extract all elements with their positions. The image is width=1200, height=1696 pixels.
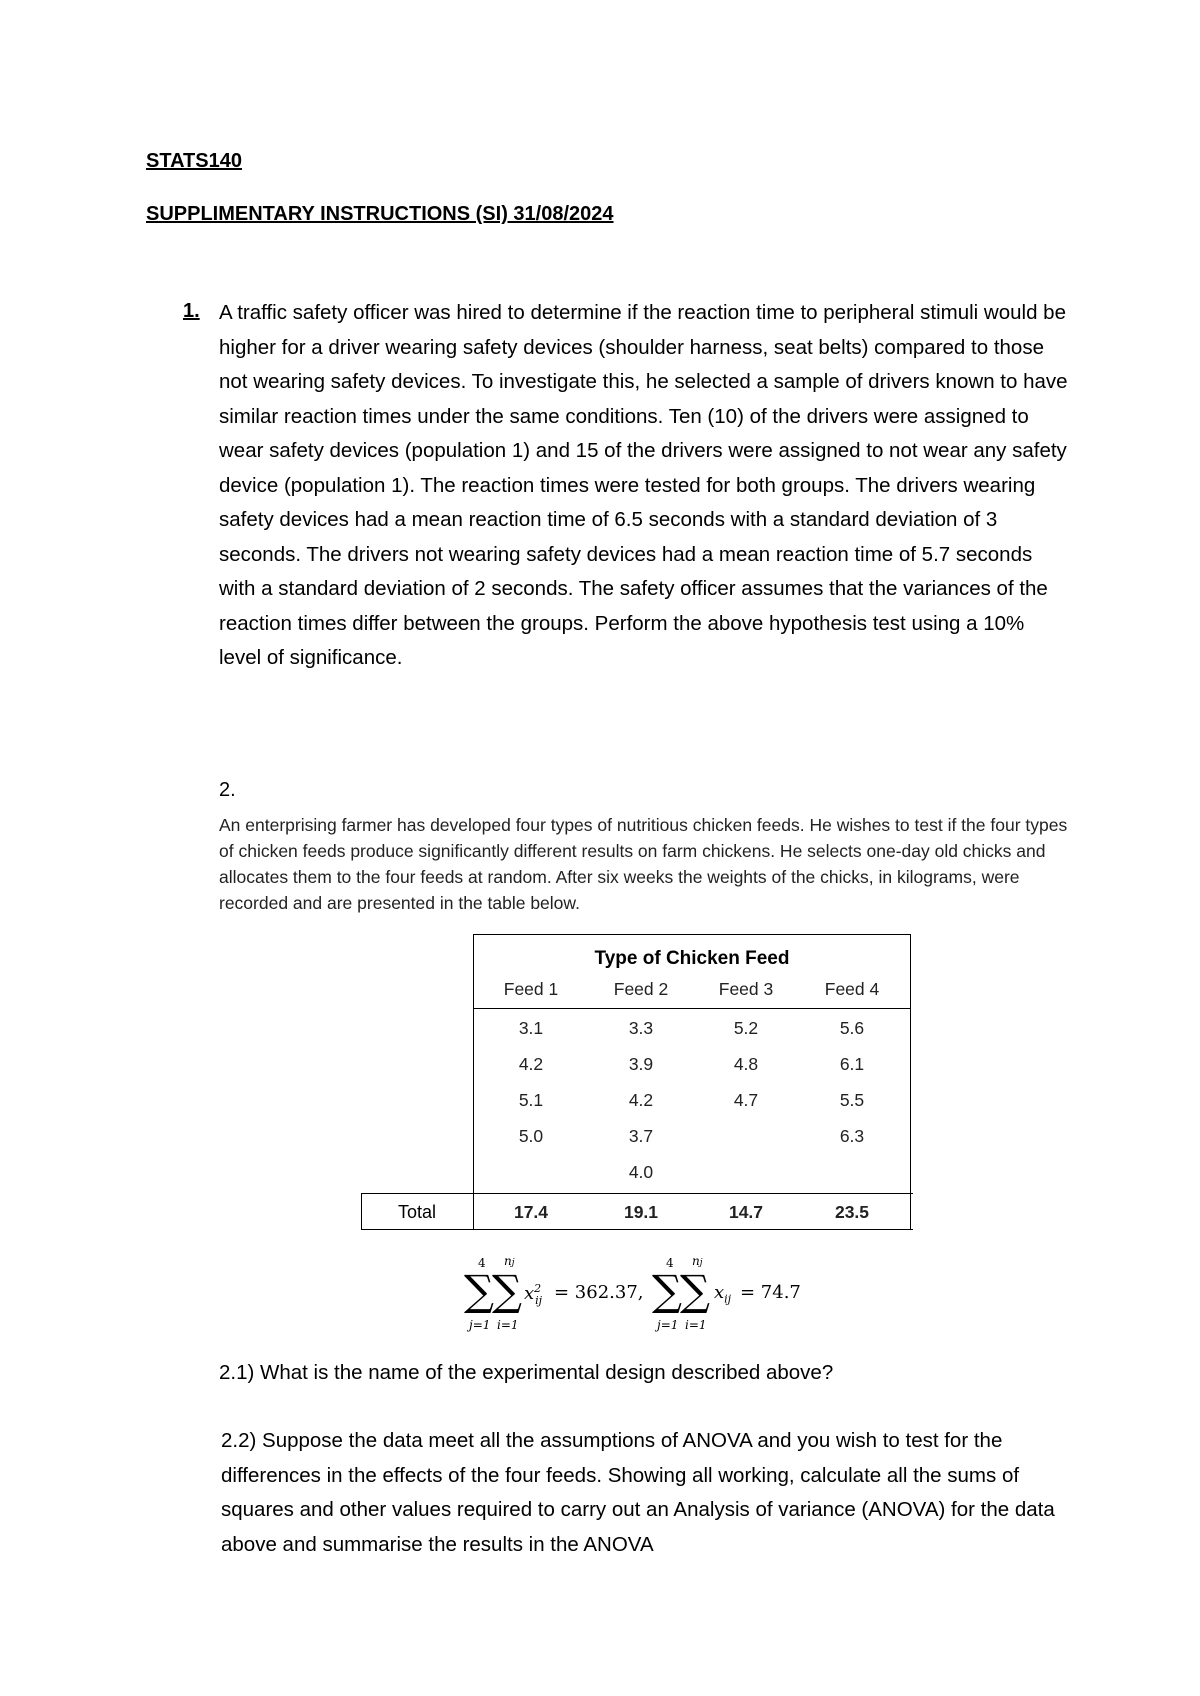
table-cell: 3.9 xyxy=(628,1054,654,1074)
sum-upper-inner-letter: n xyxy=(504,1254,512,1268)
table-cell: 5.5 xyxy=(839,1090,865,1110)
table-cell: 3.3 xyxy=(628,1018,654,1038)
sum2-upper-inner-subscript: j xyxy=(699,1258,703,1268)
sum-of-squares-value: = 362.37, xyxy=(554,1282,644,1303)
sigma-inner: ∑ xyxy=(492,1266,522,1315)
x-squared-term: $x^2_{ij}$ xyxy=(524,1282,543,1307)
question-2-1-text: 2.1) What is the name of the experimental design described above? xyxy=(219,1361,834,1384)
table-cell: 5.0 xyxy=(518,1126,544,1146)
table-cell: 3.1 xyxy=(518,1018,544,1038)
grand-total-value: = 74.7 xyxy=(740,1282,801,1303)
sum2-lower-outer: j=1 xyxy=(657,1318,679,1332)
sum-lower-inner: i=1 xyxy=(497,1318,519,1332)
sigma-outer: ∑ xyxy=(464,1266,494,1315)
table-total-feed-2: 19.1 xyxy=(623,1202,659,1222)
sigma2-outer: ∑ xyxy=(652,1266,682,1315)
table-cell: 5.1 xyxy=(518,1090,544,1110)
sum-upper-inner-subscript: j xyxy=(511,1258,515,1268)
table-header-feed-2: Feed 2 xyxy=(613,979,669,999)
table-title: Type of Chicken Feed xyxy=(594,948,790,969)
table-cell: 4.2 xyxy=(628,1090,654,1110)
table-cell: 3.7 xyxy=(628,1126,654,1146)
session-heading: SUPPLIMENTARY INSTRUCTIONS (SI) 31/08/2024 xyxy=(146,203,614,225)
question-1-number: 1. xyxy=(183,300,200,322)
sum2-lower-inner: i=1 xyxy=(685,1318,707,1332)
table-cell: 5.6 xyxy=(839,1018,865,1038)
table-cell: 4.0 xyxy=(628,1162,654,1182)
table-header-feed-4: Feed 4 xyxy=(824,979,880,999)
table-cell: 6.1 xyxy=(839,1054,865,1074)
sum2-upper-outer: 4 xyxy=(666,1256,674,1270)
table-cell: 4.7 xyxy=(733,1090,759,1110)
table-header-divider xyxy=(473,1008,911,1009)
question-2-number: 2. xyxy=(219,779,236,801)
chicken-feed-table xyxy=(361,934,913,1230)
table-cell: 5.2 xyxy=(733,1018,759,1038)
table-total-label: Total xyxy=(397,1202,437,1222)
table-cell: 6.3 xyxy=(839,1126,865,1146)
table-header-feed-3: Feed 3 xyxy=(718,979,774,999)
table-total-feed-4: 23.5 xyxy=(834,1202,870,1222)
summation-formula xyxy=(464,1256,864,1336)
x-term: $x_{ij}$ xyxy=(714,1282,732,1306)
question-2-intro: An enterprising farmer has developed four types of nutritious chicken feeds. He wishes to test if the four types of chicken feeds produce significantly different results on farm chickens. He selects one-day old chicks and allocates them to the four feeds at random. After six weeks the weights of the chicks, in kilograms, were recorded and are presented in the table below. xyxy=(219,815,1068,913)
table-cell: 4.8 xyxy=(733,1054,759,1074)
table-total-feed-3: 14.7 xyxy=(728,1202,764,1222)
table-total-feed-1: 17.4 xyxy=(513,1202,549,1222)
course-code-heading: STATS140 xyxy=(146,150,242,172)
sigma2-inner: ∑ xyxy=(680,1266,710,1315)
table-cell: 4.2 xyxy=(518,1054,544,1074)
question-2-2-text: 2.2) Suppose the data meet all the assumptions of ANOVA and you wish to test for the differences in the effects of the four feeds. Showing all working, calculate all the sums of squares and other values required to carry out an Analysis of variance (ANOVA) for the data above and summarise the results in the ANOVA xyxy=(221,1429,1055,1556)
sum-upper-outer: 4 xyxy=(478,1256,486,1270)
table-header-feed-1: Feed 1 xyxy=(503,979,559,999)
question-1-text: A traffic safety officer was hired to determine if the reaction time to peripheral stimuli would be higher for a driver wearing safety devices (shoulder harness, seat belts) compared to those not wearing safety devices. To investigate this, he selected a sample of drivers known to have similar reaction times under the same conditions. Ten (10) of the drivers were assigned to wear safety devices (population 1) and 15 of the drivers were assigned to not wear any safety device (population 1). The reaction times were tested for both groups. The drivers wearing safety devices had a mean reaction time of 6.5 seconds with a standard deviation of 3 seconds. The drivers not wearing safety devices had a mean reaction time of 5.7 seconds with a standard deviation of 2 seconds. The safety officer assumes that the variances of the reaction times differ between the groups. Perform the above hypothesis test using a 10% level of significance. xyxy=(219,301,1068,669)
sum-lower-outer: j=1 xyxy=(469,1318,491,1332)
sum2-upper-inner-letter: n xyxy=(692,1254,700,1268)
table-total-divider xyxy=(473,1193,474,1230)
